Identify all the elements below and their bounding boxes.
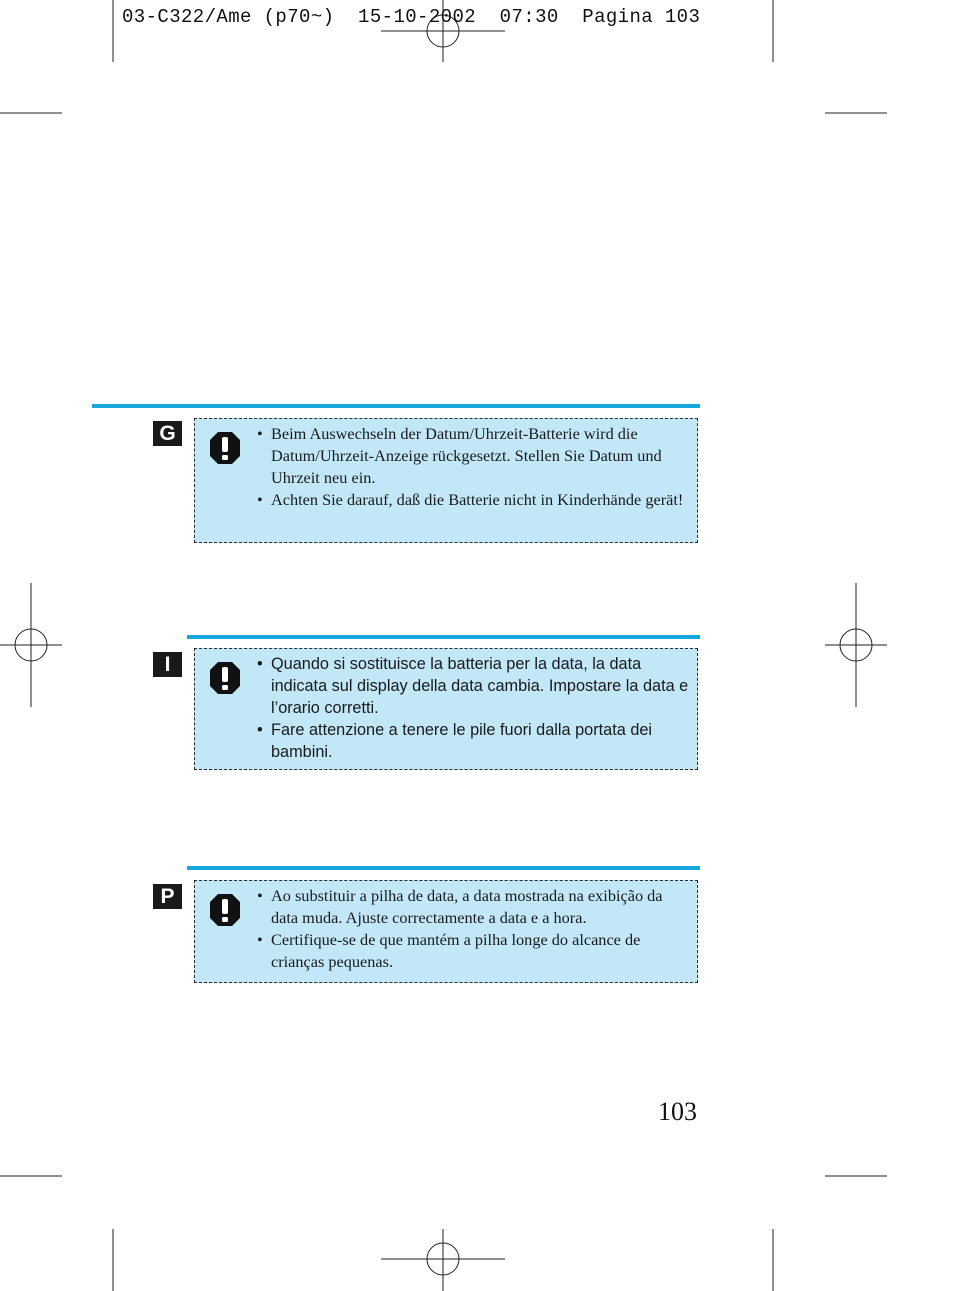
exclamation-warning-icon — [209, 893, 241, 927]
language-badge: G — [153, 421, 182, 446]
section-rule — [92, 404, 700, 408]
list-item: • Beim Auswechseln der Datum/Uhrzeit-Batterie wird die Datum/Uhrzeit-Anzeige rückgesetzt. Stellen Sie Datum und Uhrzeit neu ein. — [257, 423, 689, 489]
list-item: • Fare attenzione a tenere le pile fuori dalla portata dei bambini. — [257, 719, 689, 763]
print-slug-header: 03-C322/Ame (p70~) 15-10-2002 07:30 Pagina 103 — [122, 6, 701, 28]
caution-note-box — [194, 418, 698, 543]
list-item: • Ao substituir a pilha de data, a data mostrada na exibição da data muda. Ajuste correctamente a data e a hora. — [257, 885, 689, 929]
section-rule — [187, 866, 700, 870]
exclamation-warning-icon — [209, 661, 241, 695]
caution-note-box — [194, 880, 698, 983]
list-item: • Quando si sostituisce la batteria per la data, la data indicata sul display della data cambia. Impostare la data e l’orario corretti. — [257, 653, 689, 719]
caution-bullet-list — [257, 885, 689, 973]
caution-note-box — [194, 648, 698, 770]
language-badge: I — [153, 652, 182, 677]
caution-bullet-list — [257, 653, 689, 763]
page-number: 103 — [658, 1097, 697, 1126]
list-item: • Achten Sie darauf, daß die Batterie nicht in Kinderhände gerät! — [257, 489, 689, 511]
section-rule — [187, 635, 700, 639]
caution-bullet-list — [257, 423, 689, 511]
exclamation-warning-icon — [209, 431, 241, 465]
list-item: • Certifique-se de que mantém a pilha longe do alcance de crianças pequenas. — [257, 929, 689, 973]
language-badge: P — [153, 884, 182, 909]
